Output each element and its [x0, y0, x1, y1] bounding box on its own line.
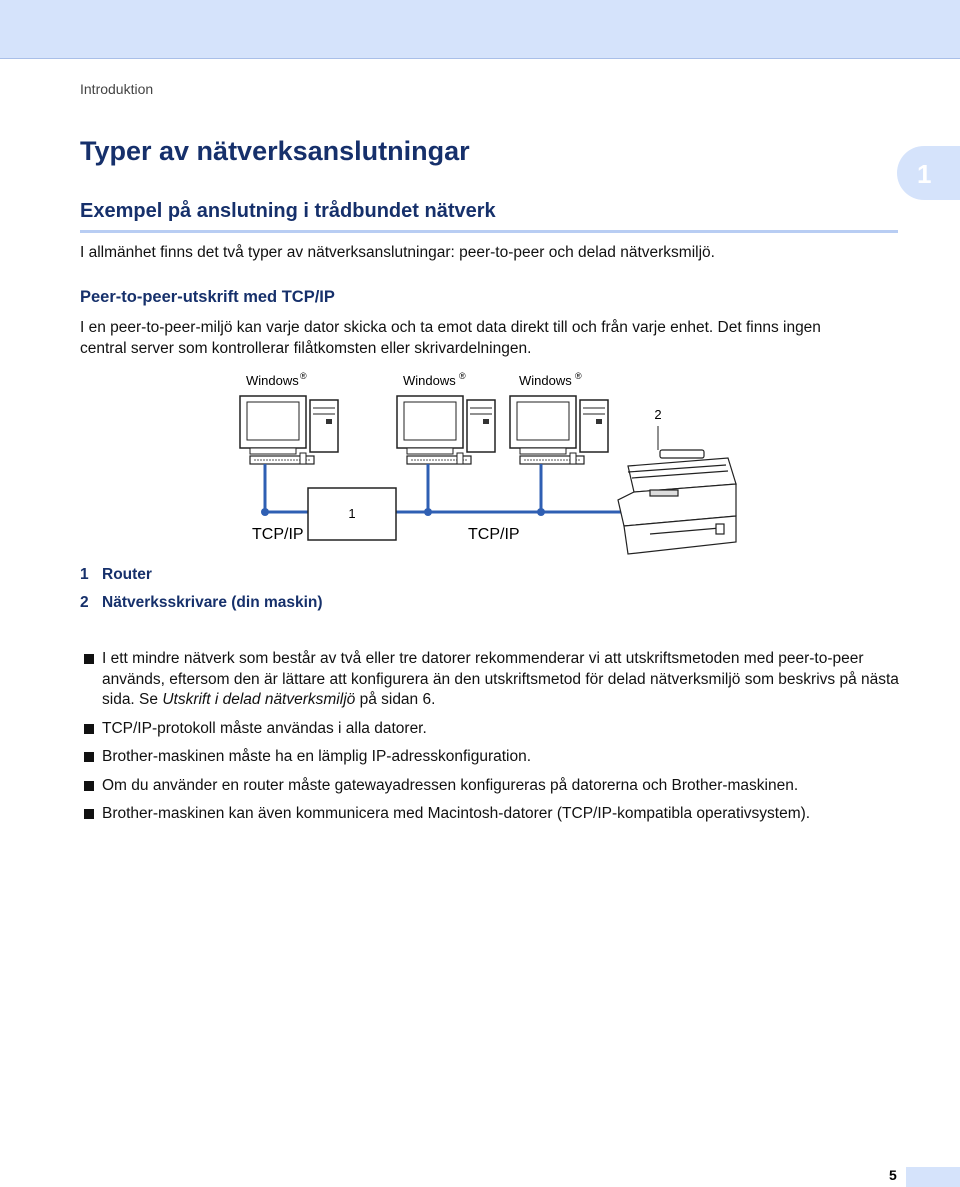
section-rule — [80, 230, 898, 233]
computer-2-icon — [397, 396, 495, 464]
subsection-line-2: central server som kontrollerar filåtkomsten eller skrivardelningen. — [80, 340, 532, 357]
list-item: TCP/IP-protokoll måste användas i alla datorer. — [82, 719, 912, 740]
cross-reference-link[interactable]: Utskrift i delad nätverksmiljö — [162, 691, 356, 708]
legend-text: Nätverksskrivare (din maskin) — [102, 594, 323, 611]
protocol-label-right: TCP/IP — [468, 526, 520, 543]
breadcrumb: Introduktion — [80, 81, 154, 97]
legend-item-1 — [80, 566, 152, 584]
pc-label-1-registered: ® — [300, 371, 307, 381]
page-number: 5 — [889, 1167, 897, 1183]
footer-band — [906, 1167, 960, 1187]
section-intro: I allmänhet finns det två typer av nätverksanslutningar: peer-to-peer och delad nätverksmiljö. — [80, 244, 715, 261]
legend-item-2 — [80, 594, 323, 612]
legend-number: 1 — [80, 566, 89, 583]
subsection-heading: Peer-to-peer-utskrift med TCP/IP — [80, 288, 335, 306]
pc-label-1: Windows — [246, 373, 299, 388]
computer-3-icon — [510, 396, 608, 464]
page-title: Typer av nätverksanslutningar — [80, 136, 470, 166]
pc-label-3: Windows — [519, 373, 572, 388]
pc-label-2: Windows — [403, 373, 456, 388]
bullet-icon — [84, 724, 94, 734]
bullet-icon — [84, 809, 94, 819]
computer-1-icon — [240, 396, 338, 464]
bullet-icon — [84, 752, 94, 762]
list-item: Brother-maskinen kan även kommunicera med Macintosh-datorer (TCP/IP-kompatibla operativsystem). — [82, 804, 912, 825]
subsection-line-1: I en peer-to-peer-miljö kan varje dator skicka och ta emot data direkt till och från varje enhet. Det finns ingen — [80, 319, 821, 336]
list-item: Brother-maskinen måste ha en lämplig IP-adresskonfiguration. — [82, 747, 912, 768]
pc-label-2-registered: ® — [459, 371, 466, 381]
bullet-icon — [84, 654, 94, 664]
protocol-label-left: TCP/IP — [252, 526, 304, 543]
header-band — [0, 0, 960, 59]
chapter-number: 1 — [917, 159, 932, 189]
legend-text: Router — [102, 566, 152, 583]
printer-callout: 2 — [654, 407, 662, 422]
router-callout: 1 — [348, 506, 356, 521]
list-item: I ett mindre nätverk som består av två eller tre datorer rekommenderar vi att utskriftsmetoden med peer-to-peer används, eftersom den är lättare att konfigurera än den utskriftsmetod för delad nätverksmiljö som beskrivs på nästa sida. Se Utskrift i delad nätverksmiljö på sidan 6. — [82, 649, 912, 711]
notes-list — [82, 649, 912, 833]
list-item: Om du använder en router måste gatewayadressen konfigureras på datorerna och Brother-maskinen. — [82, 776, 912, 797]
printer-icon — [618, 450, 736, 554]
legend-number: 2 — [80, 594, 89, 611]
section-heading: Exempel på anslutning i trådbundet nätverk — [80, 200, 496, 222]
pc-label-3-registered: ® — [575, 371, 582, 381]
bullet-icon — [84, 781, 94, 791]
network-diagram — [230, 366, 750, 556]
